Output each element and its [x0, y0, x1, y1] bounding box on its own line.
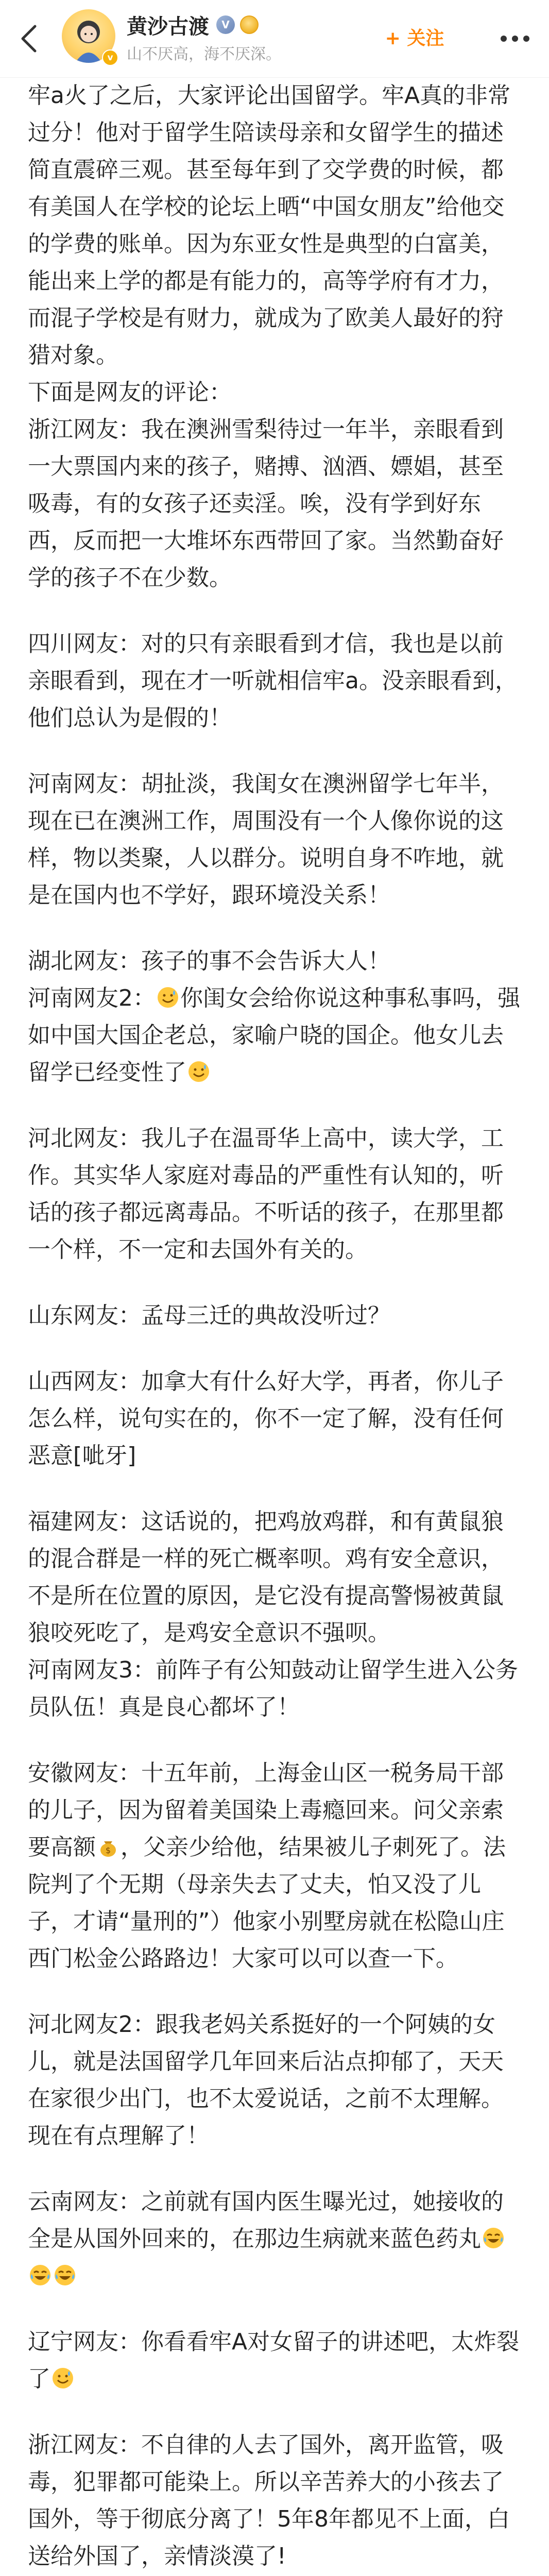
comment-liaoning-text: 辽宁网友：你看看牢A对女留子的讲述吧，太炸裂了 [28, 2329, 520, 2392]
comment-shanxi: 山西网友：加拿大有什么好大学，再者，你儿子怎么样，说句实在的，你不一定了解，没有任何恶意[呲牙] [28, 1368, 504, 1469]
money-bag-emoji [97, 1835, 119, 1858]
comment-anhui-part1: 安徽网友：十五年前，上海金山区一税务局干部的儿子，因为留着美国染上毒瘾回来。问父亲索要高额 [28, 1760, 504, 1860]
svg-text:$: $ [105, 1845, 111, 1855]
back-button[interactable] [10, 15, 46, 62]
comment-henan-2-text: 你闺女会给你说这种事私事吗，强如中国大国企老总，家喻户晓的国企。他女儿去留学已经变性了 [28, 985, 520, 1086]
tears-of-joy-emoji [29, 2264, 52, 2286]
name-row [127, 11, 259, 38]
tears-of-joy-emoji [54, 2264, 76, 2286]
comment-anhui [28, 1755, 522, 1977]
post-body [28, 77, 522, 2576]
comment-hebei: 河北网友：我儿子在温哥华上高中，读大学，工作。其实华人家庭对毒品的严重性有认知的，听话的孩子都远离毒品。不听话的孩子，在那里都一个样，不一定和去国外有关的。 [28, 1125, 504, 1263]
verified-badge: v [102, 49, 118, 66]
comment-fujian: 福建网友：这话说的，把鸡放鸡群，和有黄鼠狼的混合群是一样的死亡概率呗。鸡有安全意识，不是所在位置的原因，是它没有提高警惕被黄鼠狼咬死吃了，是鸡安全意识不强呗。 [28, 1509, 504, 1646]
chevron-left-icon [20, 24, 37, 53]
comment-sichuan: 四川网友：对的只有亲眼看到才信，我也是以前亲眼看到，现在才一听就相信牢a。没亲眼看到，他们总认为是假的！ [28, 631, 518, 731]
comment-henan: 河南网友：胡扯淡，我闺女在澳洲留学七年半，现在已在澳洲工作，周围没有一个人像你说的这样，物以类聚，人以群分。说明自身不咋地，就是在国内也不学好，跟环境没关系！ [28, 771, 504, 908]
comment-hebei-2: 河北网友2：跟我老妈关系挺好的一个阿姨的女儿，就是法国留学几年回来后沾点抑郁了，天天在家很少出门，也不太爱说话，之前不太理解。现在有点理解了！ [28, 2011, 504, 2149]
user-name[interactable]: 黄沙古渡 [127, 14, 209, 39]
comment-yunnan [28, 2183, 522, 2295]
tears-of-joy-emoji [482, 2227, 505, 2249]
sweat-smile-emoji [52, 2367, 74, 2389]
comment-hubei: 湖北网友：孩子的事不会告诉大人！ [28, 948, 390, 974]
follow-button[interactable]: + 关注 [385, 27, 444, 49]
post-intro: 牢a火了之后，大家评论出国留学。牢A真的非常过分！他对于留学生陪读母亲和女留学生的描述简直震碎三观。甚至每年到了交学费的时候，都有美国人在学校的论坛上晒“中国女朋友”给他交的学费的账单。因为东亚女性是典型的白富美，能出来上学的都是有能力的，高等学府有才力，而混子学校是有财力，就成为了欧美人最好的狩猎对象。 [28, 82, 511, 368]
comment-zhejiang-2: 浙江网友：不自律的人去了国外，离开监管，吸毒，犯罪都可能染上。所以辛苦养大的小孩去了国外，等于彻底分离了！5年8年都见不上面，白送给外国了，亲情淡漠了! [28, 2432, 510, 2569]
comment-shandong: 山东网友：孟母三迁的典故没听过？ [28, 1302, 390, 1329]
comment-liaoning [28, 2324, 522, 2398]
sweat-smile-emoji [157, 986, 179, 1009]
medal-badge-icon [240, 15, 259, 34]
more-button[interactable] [492, 15, 538, 62]
comments-heading: 下面是网友的评论： [28, 379, 232, 405]
comment-yunnan-text: 云南网友：之前就有国内医生曝光过，她接收的全是从国外回来的，在那边生病就来蓝色药丸 [28, 2189, 504, 2252]
comment-henan-3: 河南网友3：前阵子有公知鼓动让留学生进入公务员队伍！真是良心都坏了！ [28, 1657, 518, 1720]
comment-zhejiang: 浙江网友：我在澳洲雪梨待过一年半，亲眼看到一大票国内来的孩子，赌搏、汹酒、嫖娼，甚至吸毒，有的女孩子还卖淫。唉，没有学到好东西，反而把一大堆坏东西带回了家。当然勤奋好学的孩子不在少数。 [28, 416, 504, 591]
comment-anhui-part2: ，父亲少给他，结果被儿子刺死了。法院判了个无期（母亲失去了丈夫，怕又没了儿子，才请“量刑的”）他家小别墅房就在松隐山庄西门松金公路路边！大家可以可以查一下。 [28, 1834, 506, 1972]
more-dots-icon [500, 35, 530, 42]
level-badge-icon: V [216, 15, 235, 34]
comment-henan-2-prefix: 河南网友2： [28, 985, 156, 1011]
comment-henan-2 [28, 980, 522, 1091]
sweat-smile-emoji [187, 1060, 210, 1083]
user-bio: 山不厌高，海不厌深。 [127, 45, 281, 63]
post-header [0, 0, 549, 78]
